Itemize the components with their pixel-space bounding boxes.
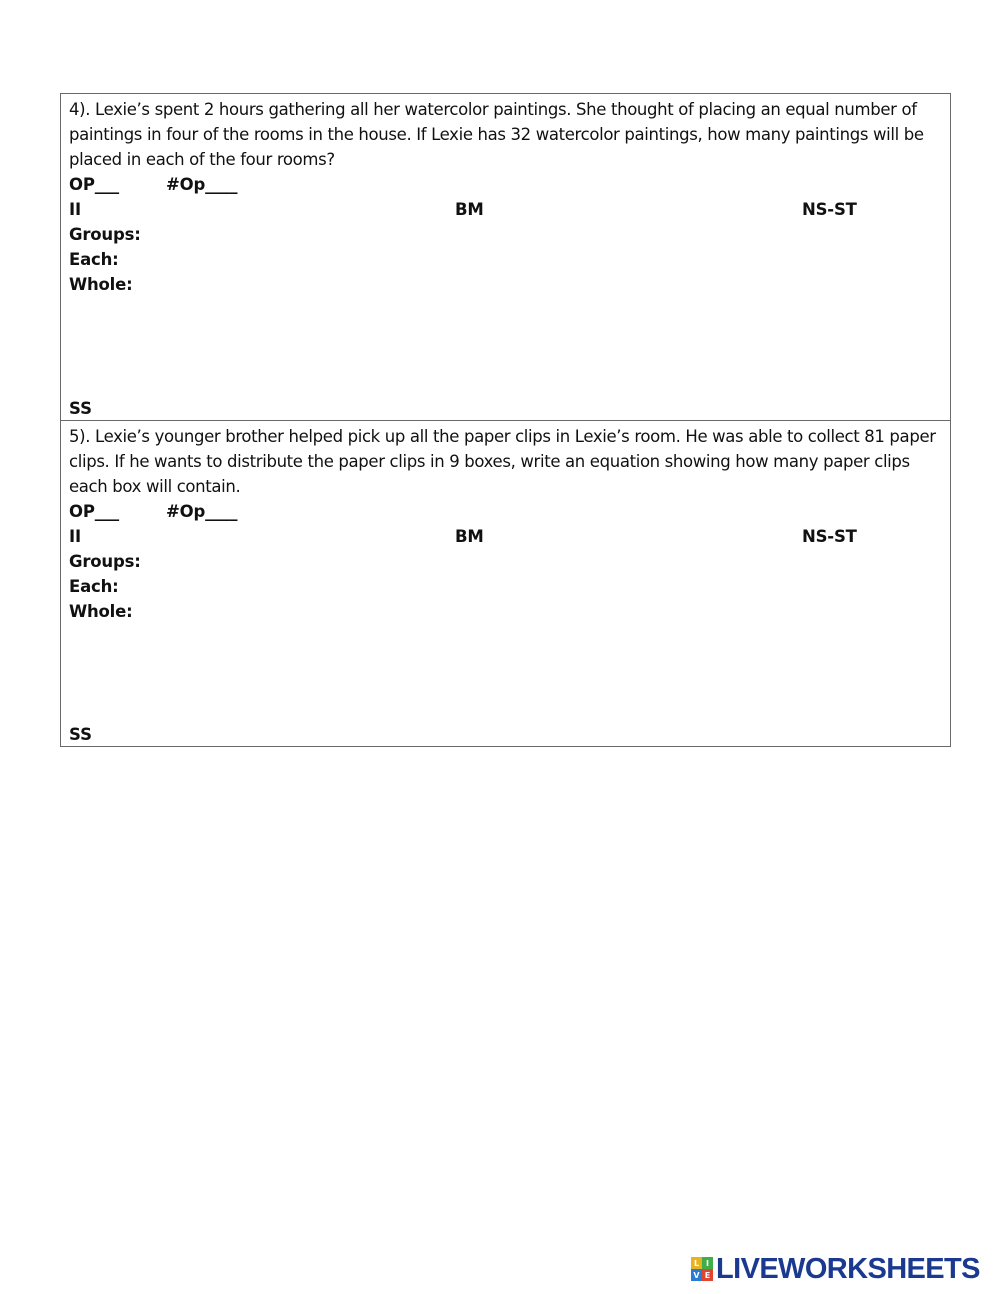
ss-label: SS (69, 399, 93, 418)
question-text: 5). Lexie’s younger brother helped pick up all the paper clips in Lexie’s room. He was able to collect 81 paper clips. If he wants to distribute the paper clips in 9 boxes, write an equation showing how many paper clips each box will contain. (69, 427, 936, 496)
logo-mark-icon (691, 1257, 713, 1281)
whole-label: Whole: (69, 602, 133, 621)
bm-label: BM (455, 200, 484, 219)
whole-label: Whole: (69, 275, 133, 294)
strategy-line (69, 524, 942, 549)
question-text: 4). Lexie’s spent 2 hours gathering all her watercolor paintings. She thought of placing an equal number of paintings in four of the rooms in the house. If Lexie has 32 watercolor paintings, how many paintings will be placed in each of the four rooms? (69, 100, 924, 169)
problem-5 (61, 420, 950, 746)
worksheet-table (60, 93, 951, 747)
logo-text: LIVEWORKSHEETS (716, 1252, 980, 1285)
ns-st-label: NS-ST (802, 527, 857, 546)
op-blank: OP___ (69, 502, 119, 521)
groups-label: Groups: (69, 225, 141, 244)
ii-label: II (69, 527, 81, 546)
ns-st-label: NS-ST (802, 200, 857, 219)
each-label: Each: (69, 250, 119, 269)
op-blank: OP___ (69, 175, 119, 194)
operation-line (69, 499, 942, 524)
each-label: Each: (69, 577, 119, 596)
ss-label: SS (69, 725, 93, 744)
strategy-line (69, 197, 942, 222)
problem-4 (61, 94, 950, 420)
num-op-blank: #Op____ (166, 175, 238, 194)
groups-label: Groups: (69, 552, 141, 571)
logo-mark-cell: V (691, 1269, 702, 1281)
ii-label: II (69, 200, 81, 219)
liveworksheets-logo[interactable] (691, 1254, 980, 1284)
logo-mark-cell: I (702, 1257, 713, 1269)
operation-line (69, 172, 942, 197)
logo-mark-cell: E (702, 1269, 713, 1281)
num-op-blank: #Op____ (166, 502, 238, 521)
logo-mark-cell: L (691, 1257, 702, 1269)
bm-label: BM (455, 527, 484, 546)
